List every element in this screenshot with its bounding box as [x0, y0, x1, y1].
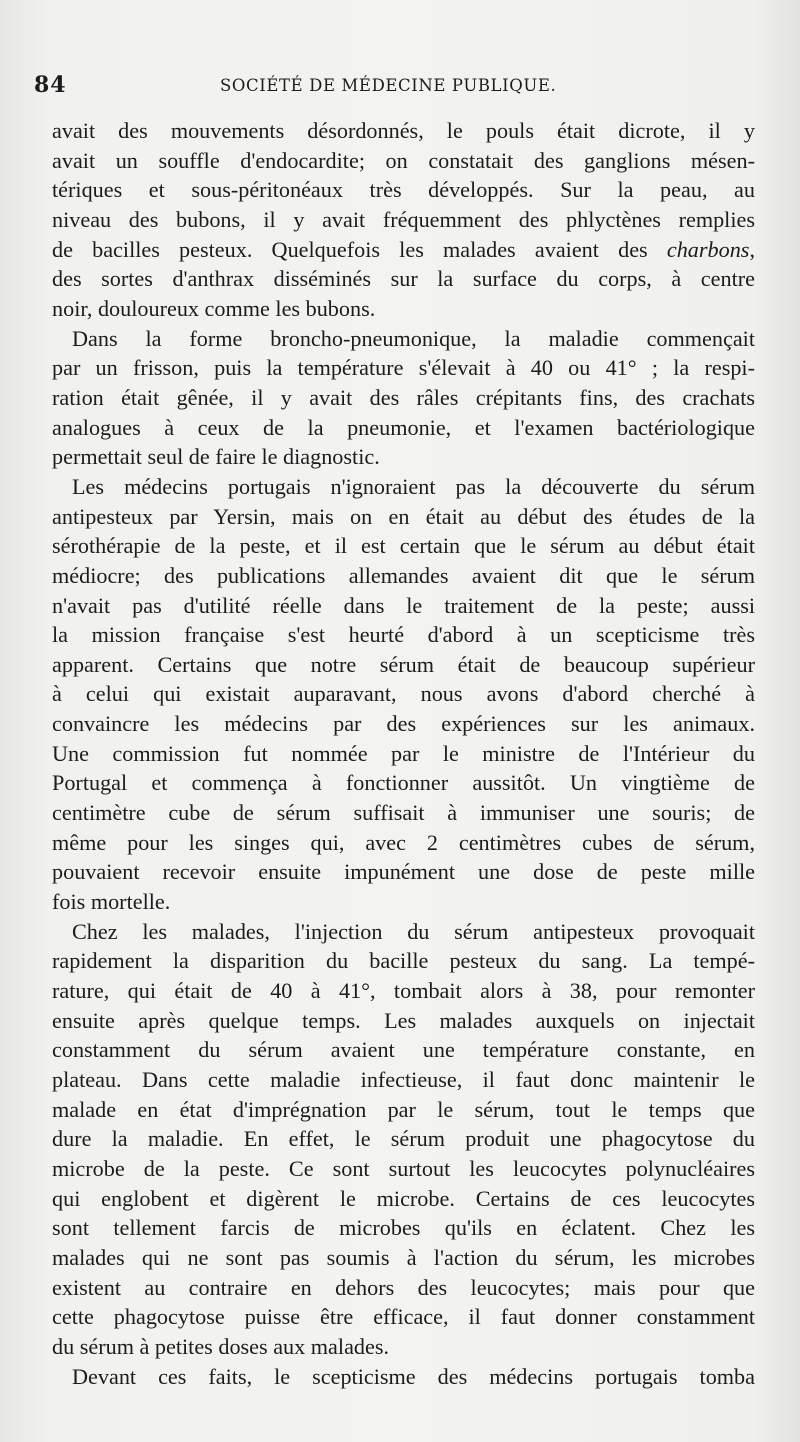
text-line: même pour les singes qui, avec 2 centimètres cubes de sérum, [52, 829, 755, 855]
text-line: Les médecins portugais n'ignoraient pas la découverte du sérum [72, 473, 755, 499]
text-line: plateau. Dans cette maladie infectieuse, il faut donc maintenir le [52, 1067, 755, 1092]
paragraph [52, 472, 755, 917]
running-title: SOCIÉTÉ DE MÉDECINE PUBLIQUE. [220, 76, 557, 95]
running-header [34, 72, 752, 102]
body-text [52, 116, 755, 1391]
text-line: des sortes d'anthrax disséminés sur la surface du corps, à centre [52, 266, 755, 292]
text-line: cette phagocytose puisse être efficace, il faut donner constamment [52, 1304, 755, 1330]
text-line: Chez les malades, l'injection du sérum antipesteux provoquait [72, 918, 755, 944]
text-line: rapidement la disparition du bacille pesteux du sang. La tempé- [52, 948, 755, 974]
text-line: Une commission fut nommée par le ministre de l'Intérieur du [52, 740, 755, 766]
paragraph [52, 324, 755, 472]
text-line: ensuite après quelque temps. Les malades auxquels on injectait [52, 1007, 755, 1033]
text-line: Devant ces faits, le scepticisme des médecins portugais tomba [72, 1363, 755, 1389]
text-line: sérothérapie de la peste, et il est certain que le sérum au début était [52, 533, 755, 559]
text-line: dure la maladie. En effet, le sérum produit une phagocytose du [52, 1126, 755, 1152]
text-line: sont tellement farcis de microbes qu'ils en éclatent. Chez les [52, 1215, 755, 1241]
text-line: qui englobent et digèrent le microbe. Certains de ces leucocytes [52, 1185, 755, 1211]
text-line: n'avait pas d'utilité réelle dans le traitement de la peste; aussi [52, 592, 755, 618]
text-line: Portugal et commença à fonctionner aussitôt. Un vingtième de [52, 770, 755, 796]
text-line: de bacilles pesteux. Quelquefois les malades avaient des charbons, [52, 236, 755, 262]
text-line: existent au contraire en dehors des leucocytes; mais pour que [52, 1274, 755, 1300]
text-line: apparent. Certains que notre sérum était de beaucoup supérieur [52, 651, 755, 677]
text-line: convaincre les médecins par des expériences sur les animaux. [52, 711, 755, 737]
text-line: malades qui ne sont pas soumis à l'action du sérum, les microbes [52, 1244, 755, 1270]
text-line: fois mortelle. [52, 889, 171, 915]
text-line: avait des mouvements désordonnés, le pouls était dicrote, il y [52, 118, 755, 143]
text-line: constamment du sérum avaient une température constante, en [52, 1037, 755, 1063]
paragraph [52, 116, 755, 324]
paragraph [52, 917, 755, 1362]
page-number: 84 [34, 72, 67, 98]
text-line: permettait seul de faire le diagnostic. [52, 444, 380, 470]
text-line: malade en état d'imprégnation par le sérum, tout le temps que [52, 1096, 755, 1122]
text-line: ration était gênée, il y avait des râles crépitants fins, des crachats [52, 384, 755, 410]
text-line: la mission française s'est heurté d'abord à un scepticisme très [52, 622, 755, 648]
text-line: antipesteux par Yersin, mais on en était au début des études de la [52, 503, 755, 529]
text-line: tériques et sous-péritonéaux très développés. Sur la peau, au [52, 177, 755, 203]
text-line: microbe de la peste. Ce sont surtout les leucocytes polynucléaires [52, 1155, 755, 1181]
text-line: rature, qui était de 40 à 41°, tombait alors à 38, pour remonter [52, 978, 755, 1004]
text-line: médiocre; des publications allemandes avaient dit que le sérum [52, 562, 755, 588]
text-line: pouvaient recevoir ensuite impunément une dose de peste mille [52, 859, 755, 885]
text-line: à celui qui existait auparavant, nous avons d'abord cherché à [52, 681, 755, 707]
text-line: par un frisson, puis la température s'élevait à 40 ou 41° ; la respi- [52, 355, 755, 381]
text-line: niveau des bubons, il y avait fréquemment des phlyctènes remplies [52, 206, 755, 232]
text-line: avait un souffle d'endocardite; on constatait des ganglions mésen- [52, 147, 755, 173]
text-line: centimètre cube de sérum suffisait à immuniser une souris; de [52, 800, 755, 826]
text-line: Dans la forme broncho-pneumonique, la maladie commençait [72, 325, 755, 351]
text-line: analogues à ceux de la pneumonie, et l'examen bactériologique [52, 414, 755, 440]
text-line: noir, douloureux comme les bubons. [52, 295, 376, 321]
text-line: du sérum à petites doses aux malades. [52, 1333, 390, 1359]
paragraph [52, 1362, 755, 1392]
